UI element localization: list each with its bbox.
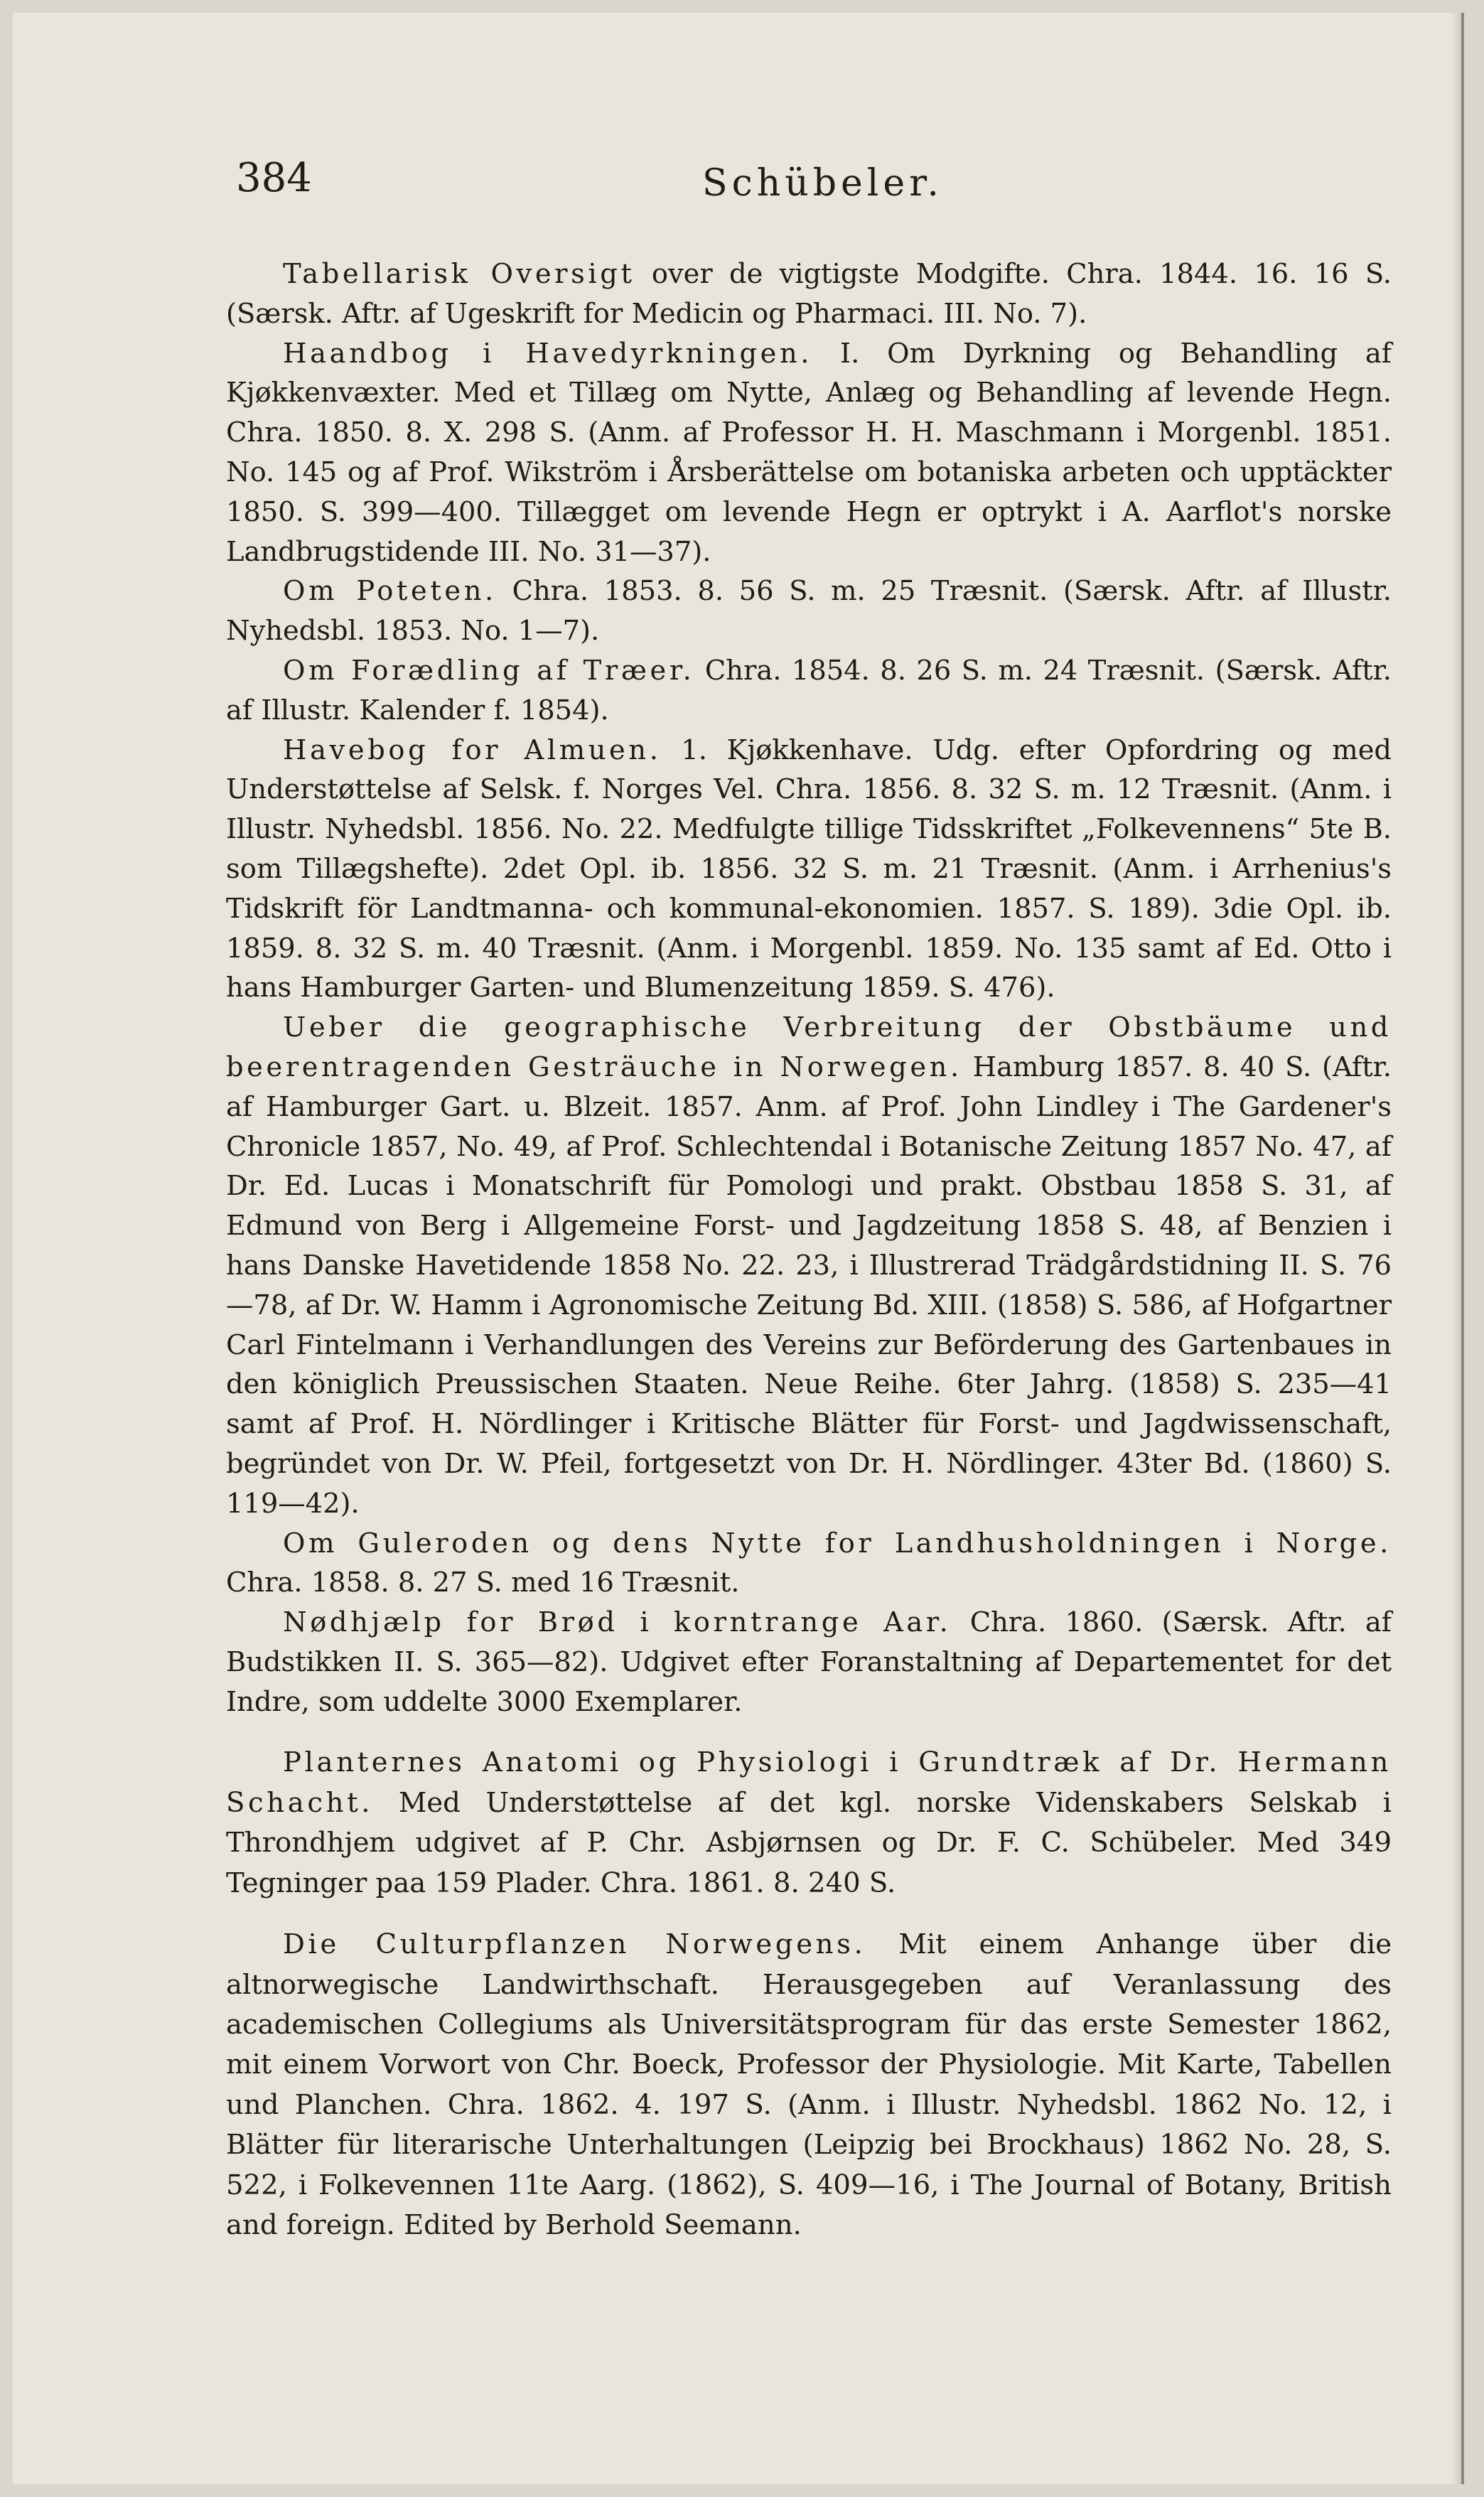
bibliography-entry (226, 1008, 1392, 1523)
entry-title: Die Culturpflanzen Norwegens. (283, 1928, 866, 1961)
bibliography-entry (226, 571, 1392, 651)
bibliography-list (226, 254, 1392, 2245)
entry-title: Om Forædling af Træer. (283, 654, 695, 687)
entry-text: Hamburg 1857. 8. 40 S. (Aftr. af Hamburger Gart. u. Blzeit. 1857. Anm. af Prof. John Lindley i The Gardener's Chronicle 1857, No. 49, af Prof. Schlechtendal i Botanische Zeitung 1857 No. 47, af Dr. Ed. Lucas i Monatschrift für Pomologi und prakt. Obstbau 1858 S. 31, af Edmund von Berg i Allgemeine Forst- und Jagdzeitung 1858 S. 48, af Benzien i hans Danske Havetidende 1858 No. 22. 23, i Illustrerad Trädgårdstidning II. S. 76—78, af Dr. W. Hamm i Agronomische Zeitung Bd. XIII. (1858) S. 586, af Hofgartner Carl Fintelmann i Verhandlungen des Vereins zur Beförderung des Gartenbaues in den königlich Preussischen Staaten. Neue Reihe. 6ter Jahrg. (1858) S. 235—41 samt af Prof. H. Nördlinger i Kritische Blätter für Forst- und Jagdwissenschaft, begründet von Dr. W. Pfeil, fortgesetzt von Dr. H. Nördlinger. 43ter Bd. (1860) S. 119—42). (226, 1051, 1392, 1520)
entry-title: Havebog for Almuen. (283, 734, 662, 766)
bibliography-entry (226, 1603, 1392, 1722)
bibliography-entry (226, 731, 1392, 1009)
page-edge-shadow (1451, 13, 1461, 2484)
bibliography-entry (226, 1524, 1392, 1604)
entry-text: I. Om Dyrkning og Behandling af Kjøkkenvæxter. Med et Tillæg om Nytte, Anlæg og Behandling af levende Hegn. Chra. 1850. 8. X. 298 S. (Anm. af Professor H. H. Maschmann i Morgenbl. 1851. No. 145 og af Prof. Wikström i Årsberättelse om botaniska arbeten och upptäckter 1850. S. 399—400. Tillægget om levende Hegn er optrykt i A. Aarflot's norske Landbrugstidende III. No. 31—37). (226, 337, 1392, 568)
entry-title: Ueber die geographische Verbreitung der Obstbäume und beerentragenden Gesträuche in Norwegen. (226, 1011, 1392, 1083)
entry-text: Mit einem Anhange über die altnorwegische Landwirthschaft. Herausgegeben auf Veranlassung des academischen Collegiums als Universitätsprogram für das erste Semester 1862, mit einem Vorwort von Chr. Boeck, Professor der Physiologie. Mit Karte, Tabellen und Planchen. Chra. 1862. 4. 197 S. (Anm. i Illustr. Nyhedsbl. 1862 No. 12, i Blätter für literarische Unterhaltungen (Leipzig bei Brockhaus) 1862 No. 28, S. 522, i Folkevennen 11te Aarg. (1862), S. 409—16, i The Journal of Botany, British and foreign. Edited by Berhold Seemann. (226, 1928, 1392, 2241)
bibliography-entry (226, 651, 1392, 731)
book-page (13, 13, 1464, 2484)
page-number: 384 (236, 155, 312, 201)
entry-title: Om Guleroden og dens Nytte for Landhusholdningen i Norge. (283, 1527, 1392, 1559)
entry-text: over de vigtigste Modgifte. Chra. 1844. 16. 16 S. (Særsk. Aftr. af Ugeskrift for Medicin og Pharmaci. III. No. 7). (226, 258, 1392, 330)
entry-title: Tabellarisk Oversigt (283, 258, 635, 290)
entry-title: Haandbog i Havedyrkningen. (283, 337, 813, 370)
running-head (13, 155, 1461, 212)
entry-text: Med Understøttelse af det kgl. norske Videnskabers Selskab i Throndhjem udgivet af P. Chr. Asbjørnsen og Dr. F. C. Schübeler. Med 349 Tegninger paa 159 Plader. Chra. 1861. 8. 240 S. (226, 1786, 1392, 1899)
entry-title: Om Poteten. (283, 575, 497, 608)
entry-text: Chra. 1858. 8. 27 S. med 16 Træsnit. (226, 1567, 740, 1599)
bibliography-entry (226, 334, 1392, 572)
entry-title: Planternes Anatomi og Physiologi i Grundtræk af Dr. Hermann Schacht. (226, 1746, 1392, 1819)
entry-text: Chra. 1860. (Særsk. Aftr. af Budstikken II. S. 365—82). Udgivet efter Foranstaltning af Departementet for det Indre, som uddelte 3000 Exemplarer. (226, 1606, 1392, 1718)
bibliography-entry (226, 1743, 1392, 1903)
entry-title: Nødhjælp for Brød i korntrange Aar. (283, 1606, 952, 1639)
entry-text: Chra. 1853. 8. 56 S. m. 25 Træsnit. (Særsk. Aftr. af Illustr. Nyhedsbl. 1853. No. 1—7). (226, 575, 1392, 648)
entry-text: 1. Kjøkkenhave. Udg. efter Opfordring og med Understøttelse af Selsk. f. Norges Vel. Chra. 1856. 8. 32 S. m. 12 Træsnit. (Anm. i Illustr. Nyhedsbl. 1856. No. 22. Medfulgte tillige Tidsskriftet „Folkevennens“ 5te B. som Tillægshefte). 2det Opl. ib. 1856. 32 S. m. 21 Træsnit. (Anm. i Arrhenius's Tidskrift för Landtmanna- och kommunal-ekonomien. 1857. S. 189). 3die Opl. ib. 1859. 8. 32 S. m. 40 Træsnit. (Anm. i Morgenbl. 1859. No. 135 samt af Ed. Otto i hans Hamburger Garten- und Blumenzeitung 1859. S. 476). (226, 734, 1392, 1004)
entry-text: Chra. 1854. 8. 26 S. m. 24 Træsnit. (Særsk. Aftr. af Illustr. Kalender f. 1854). (226, 654, 1392, 726)
bibliography-entry (226, 1925, 1392, 2245)
bibliography-entry (226, 254, 1392, 334)
running-title: Schübeler. (702, 162, 943, 205)
